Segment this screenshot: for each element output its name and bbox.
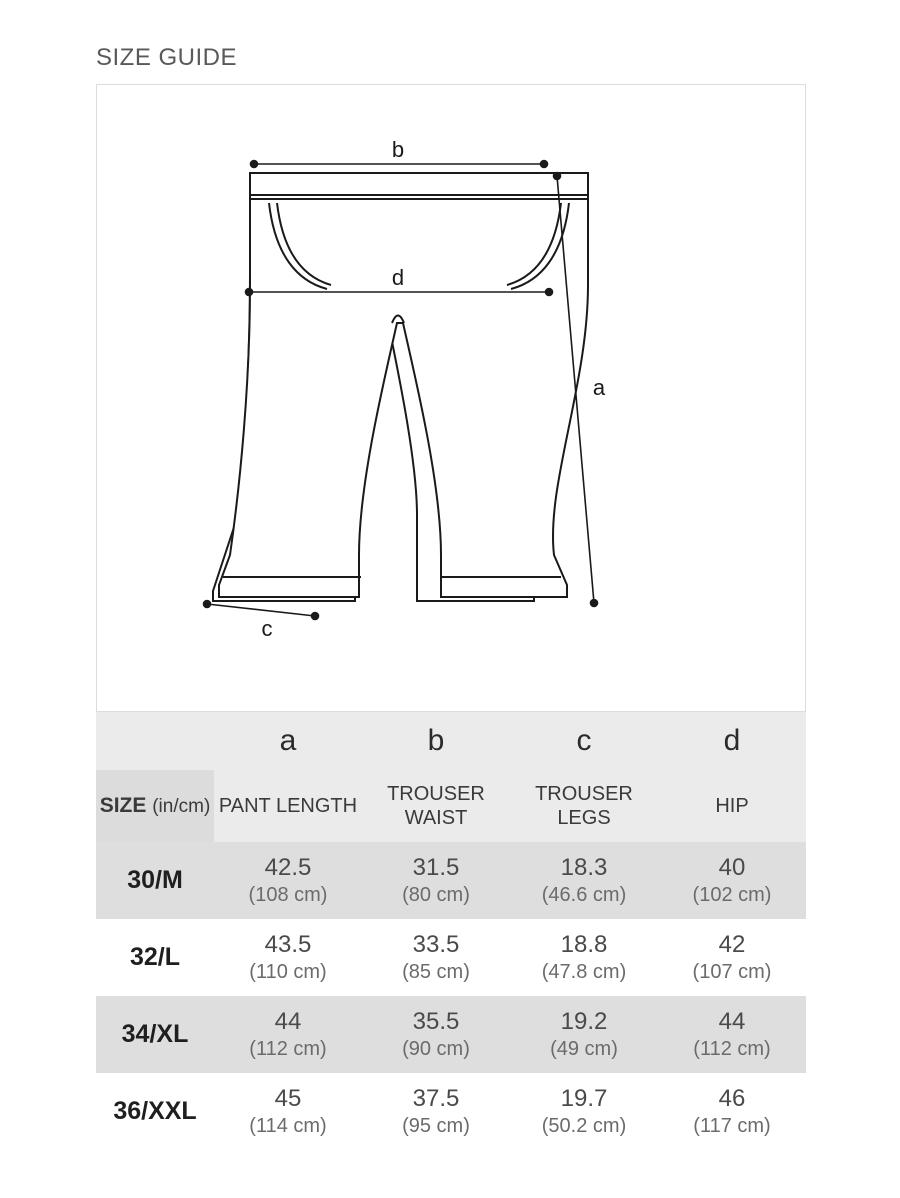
row-trouser-waist	[362, 919, 510, 996]
value-cm: (90 cm)	[402, 1038, 470, 1060]
value-cm: (114 cm)	[249, 1115, 327, 1137]
row-hip	[658, 996, 806, 1073]
row-trouser-waist	[362, 996, 510, 1073]
value-cm: (108 cm)	[248, 884, 328, 906]
value-cm: (117 cm)	[693, 1115, 771, 1137]
row-trouser-legs	[510, 996, 658, 1073]
row-trouser-legs	[510, 919, 658, 996]
row-size: 34/XL	[96, 996, 214, 1073]
value-inches: 31.5	[412, 854, 460, 881]
value-inches: 44	[718, 1008, 746, 1035]
row-pant-length	[214, 919, 362, 996]
row-pant-length	[214, 1073, 362, 1150]
row-trouser-legs	[510, 842, 658, 919]
table-header-row	[96, 770, 806, 842]
value-inches: 18.3	[560, 854, 608, 881]
label-c: c	[261, 616, 273, 641]
letters-blank-cell	[96, 712, 214, 770]
letter-d-cell: d	[658, 712, 806, 770]
trouser-diagram-svg	[97, 85, 805, 711]
value-cm: (102 cm)	[692, 884, 772, 906]
value-cm: (95 cm)	[402, 1115, 470, 1137]
row-trouser-waist	[362, 1073, 510, 1150]
letter-c-cell: c	[510, 712, 658, 770]
header-size-label: SIZE	[99, 793, 147, 817]
value-cm: (85 cm)	[402, 961, 470, 983]
row-pant-length	[214, 996, 362, 1073]
value-inches: 33.5	[412, 931, 460, 958]
row-size: 32/L	[96, 919, 214, 996]
row-size: 30/M	[96, 842, 214, 919]
value-cm: (80 cm)	[402, 884, 470, 906]
page-title: SIZE GUIDE	[96, 44, 238, 71]
table-row	[96, 1073, 806, 1150]
value-inches: 19.2	[560, 1008, 608, 1035]
value-cm: (112 cm)	[693, 1038, 771, 1060]
value-inches: 35.5	[412, 1008, 460, 1035]
label-b: b	[391, 137, 405, 162]
letter-b-cell: b	[362, 712, 510, 770]
row-hip	[658, 919, 806, 996]
value-inches: 40	[718, 854, 746, 881]
value-inches: 19.7	[560, 1085, 608, 1112]
value-inches: 18.8	[560, 931, 608, 958]
row-hip	[658, 1073, 806, 1150]
value-inches: 42.5	[264, 854, 312, 881]
value-cm: (112 cm)	[249, 1038, 327, 1060]
label-a: a	[592, 375, 606, 400]
row-pant-length	[214, 842, 362, 919]
value-inches: 37.5	[412, 1085, 460, 1112]
value-inches: 42	[718, 931, 746, 958]
table-letters-row	[96, 712, 806, 770]
table-row	[96, 996, 806, 1073]
diagram-container	[96, 84, 806, 712]
row-hip	[658, 842, 806, 919]
table-row	[96, 842, 806, 919]
header-pant-length: PANT LENGTH	[214, 770, 362, 842]
value-cm: (110 cm)	[249, 961, 327, 983]
value-cm: (107 cm)	[692, 961, 772, 983]
table-row	[96, 919, 806, 996]
value-cm: (50.2 cm)	[541, 1115, 627, 1137]
letter-a-cell: a	[214, 712, 362, 770]
value-inches: 45	[274, 1085, 302, 1112]
value-cm: (49 cm)	[550, 1038, 618, 1060]
value-cm: (47.8 cm)	[541, 961, 627, 983]
header-trouser-waist: TROUSER WAIST	[362, 770, 510, 842]
label-d: d	[391, 265, 405, 290]
value-inches: 46	[718, 1085, 746, 1112]
row-size: 36/XXL	[96, 1073, 214, 1150]
value-inches: 43.5	[264, 931, 312, 958]
row-trouser-legs	[510, 1073, 658, 1150]
header-size-units: (in/cm)	[152, 795, 211, 817]
value-inches: 44	[274, 1008, 302, 1035]
header-hip: HIP	[658, 770, 806, 842]
row-trouser-waist	[362, 842, 510, 919]
size-table	[96, 712, 806, 1150]
header-size	[96, 770, 214, 842]
value-cm: (46.6 cm)	[541, 884, 627, 906]
header-trouser-legs: TROUSER LEGS	[510, 770, 658, 842]
size-table-container	[96, 712, 806, 1150]
